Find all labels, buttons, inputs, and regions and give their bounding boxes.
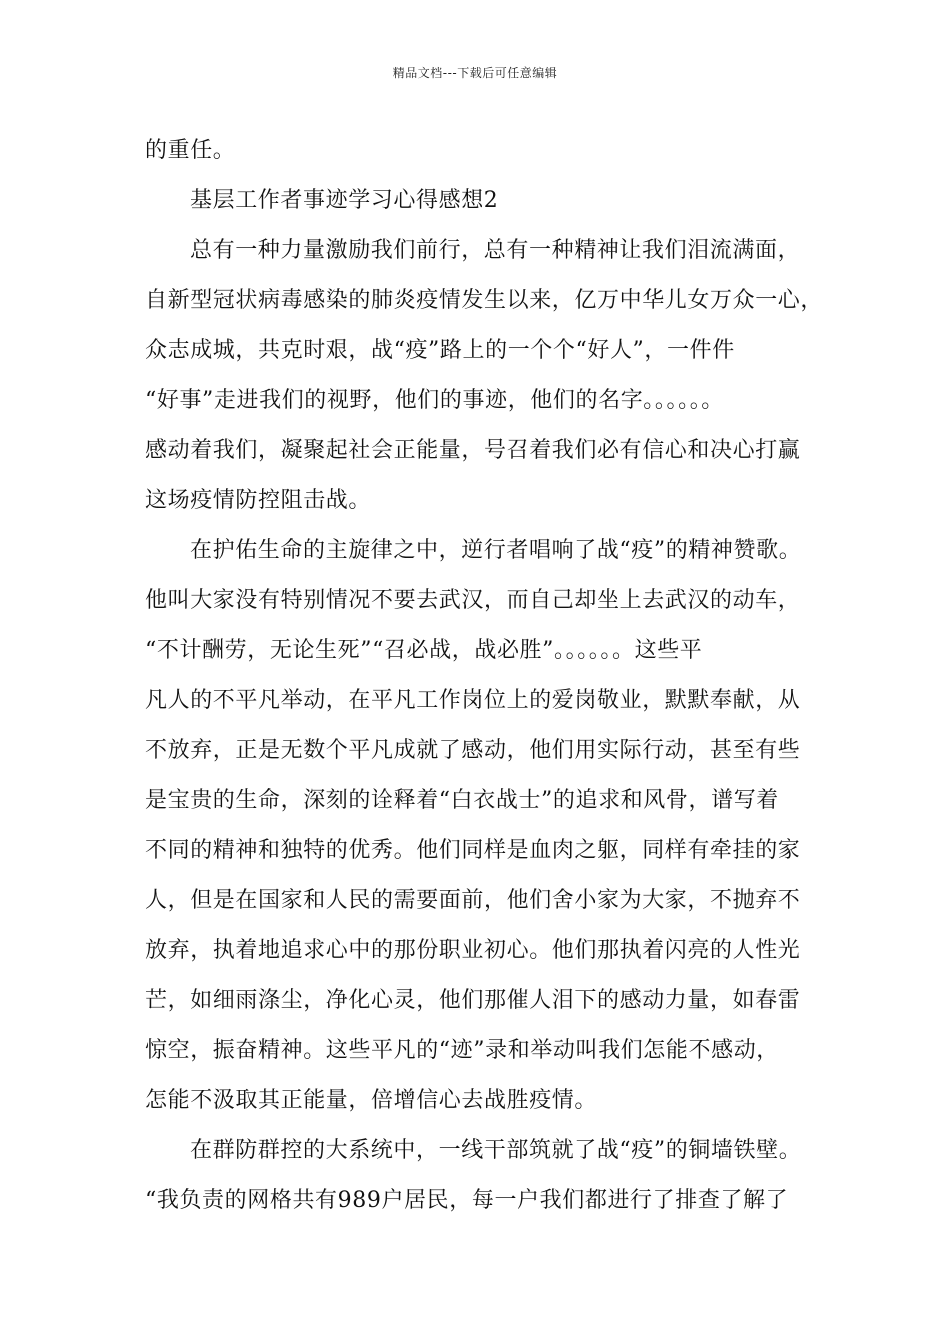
text-line: 凡人的不平凡举动，在平凡工作岗位上的爱岗敬业，默默奉献，从 xyxy=(145,688,801,713)
text-line: 人，但是在国家和人民的需要面前，他们舍小家为大家，不抛弃不 xyxy=(145,888,801,913)
text-line: 总有一种力量激励我们前行，总有一种精神让我们泪流满面， xyxy=(190,238,801,263)
text-line: 在护佑生命的主旋律之中，逆行者唱响了战“疫”的精神赞歌。 xyxy=(190,538,802,563)
text-line: 的重任。 xyxy=(145,138,236,163)
text-line: 感动着我们，凝聚起社会正能量，号召着我们必有信心和决心打赢 xyxy=(145,438,801,463)
text-line: 不同的精神和独特的优秀。他们同样是血肉之躯，同样有牵挂的家 xyxy=(145,838,801,863)
text-line: 这场疫情防控阻击战。 xyxy=(145,488,372,513)
text-line: 在群防群控的大系统中，一线干部筑就了战“疫”的铜墙铁壁。 xyxy=(190,1138,802,1163)
text-line: 惊空，振奋精神。这些平凡的“迹”录和举动叫我们怎能不感动， xyxy=(145,1038,779,1063)
page-header: 精品文档---下载后可任意编辑 xyxy=(392,66,558,80)
text-line: 放弃，执着地追求心中的那份职业初心。他们那执着闪亮的人性光 xyxy=(145,938,801,963)
text-line: 他叫大家没有特别情况不要去武汉，而自己却坐上去武汉的动车， xyxy=(145,588,801,613)
section-heading: 基层工作者事迹学习心得感想2 xyxy=(190,188,499,213)
text-line: 是宝贵的生命，深刻的诠释着“白衣战士”的追求和风骨，谱写着 xyxy=(145,788,779,813)
text-line: “我负责的网格共有989户居民，每一户我们都进行了排查了解了 xyxy=(145,1188,789,1213)
text-line: 不放弃，正是无数个平凡成就了感动，他们用实际行动，甚至有些 xyxy=(145,738,801,763)
text-line: 芒，如细雨涤尘，净化心灵，他们那催人泪下的感动力量，如春雷 xyxy=(145,988,801,1013)
text-line: 众志成城，共克时艰，战“疫”路上的一个个“好人”，一件件 xyxy=(145,338,735,363)
text-line: 怎能不汲取其正能量，倍增信心去战胜疫情。 xyxy=(145,1088,598,1113)
text-line: “好事”走进我们的视野，他们的事迹，他们的名字。。。。。。 xyxy=(145,388,724,413)
text-line: 自新型冠状病毒感染的肺炎疫情发生以来，亿万中华儿女万众一心， xyxy=(145,288,824,313)
text-line: “不计酬劳，无论生死”“召必战，战必胜”。。。。。。这些平 xyxy=(145,638,703,663)
